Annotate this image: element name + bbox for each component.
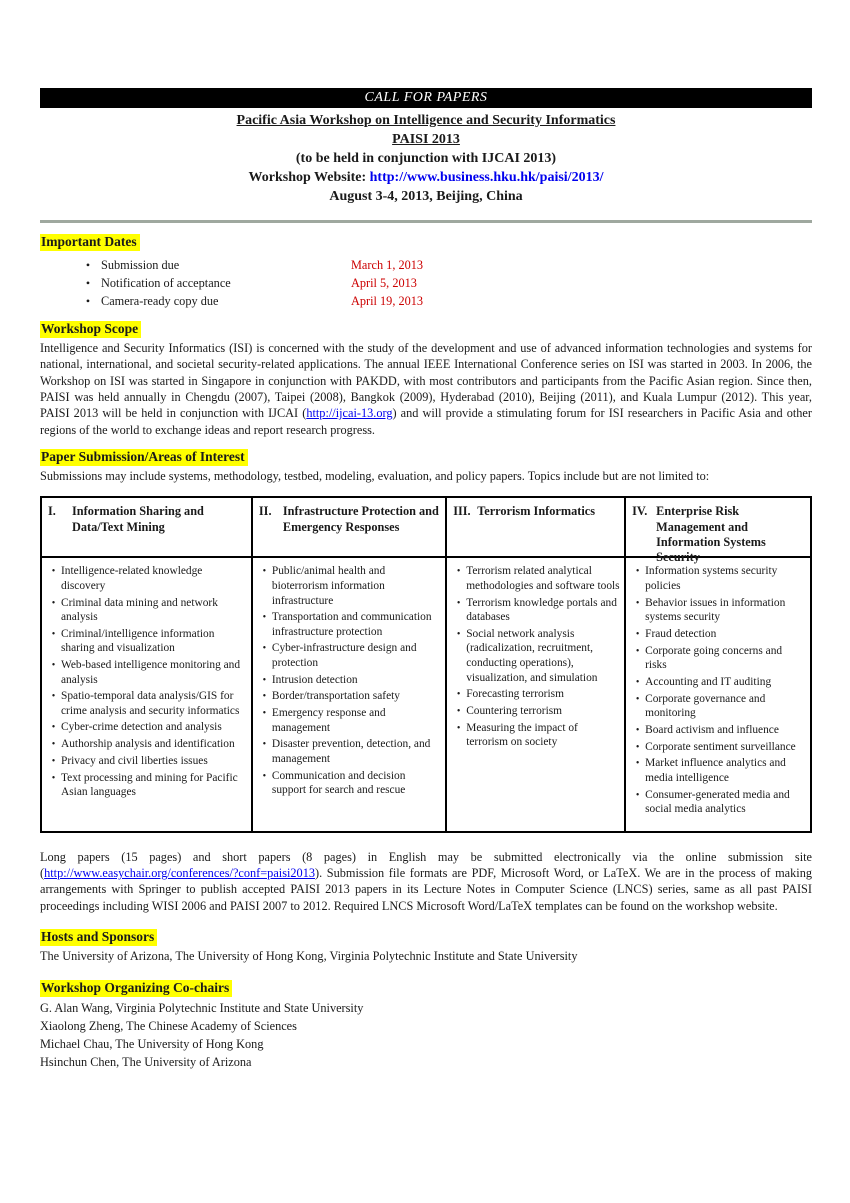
topic-text: Terrorism knowledge portals and databases xyxy=(466,596,617,624)
workshop-acronym: PAISI 2013 xyxy=(392,132,460,147)
topic-item xyxy=(46,627,247,656)
call-for-papers-banner xyxy=(40,88,812,108)
document-header xyxy=(40,111,812,206)
column-topic-list xyxy=(447,558,624,830)
topic-text: Text processing and mining for Pacific Asian languages xyxy=(61,771,238,799)
topic-text: Market influence analytics and media intelligence xyxy=(645,757,786,784)
workshop-scope-text xyxy=(40,340,812,438)
table-column-infrastructure-protection xyxy=(251,498,445,830)
topic-item xyxy=(451,704,620,719)
workshop-website-link[interactable]: http://www.business.hku.hk/paisi/2013/ xyxy=(369,170,604,185)
paper-submission-intro: Submissions may include systems, methodology, testbed, modeling, evaluation, and policy papers. Topics include but are not limited to: xyxy=(40,469,710,484)
bullet-icon xyxy=(46,627,61,656)
date-value: April 5, 2013 xyxy=(351,276,417,290)
hosts-heading: Hosts and Sponsors xyxy=(40,929,157,946)
topic-text: Information systems security policies xyxy=(645,565,778,592)
topic-item xyxy=(46,720,247,735)
workshop-scope-section xyxy=(40,320,812,438)
topic-text: Measuring the impact of terrorism on society xyxy=(466,721,578,749)
scope-text-after: ) and will provide a stimulating forum for ISI researchers in Pacific Asia and other regions of the world to exchange ideas and report research progress. xyxy=(40,406,812,437)
bullet-icon xyxy=(75,256,101,274)
topic-text: Cyber-infrastructure design and protection xyxy=(271,642,417,669)
topics-table xyxy=(40,496,812,832)
divider-rule xyxy=(40,220,812,223)
bullet-icon xyxy=(257,564,272,608)
column-topic-list xyxy=(253,558,445,830)
topic-text: Spatio-temporal data analysis/GIS for crime analysis and security informatics xyxy=(61,690,240,717)
bullet-icon xyxy=(451,627,466,685)
topic-text: Disaster prevention, detection, and management xyxy=(271,738,431,765)
cochairs-section xyxy=(40,979,812,1071)
topic-text: Corporate going concerns and risks xyxy=(645,644,783,672)
topic-text: Intrusion detection xyxy=(271,673,358,686)
column-topic-list xyxy=(626,558,810,830)
column-number: I. xyxy=(48,504,56,519)
bullet-icon xyxy=(46,658,61,687)
date-label: Submission due xyxy=(101,258,180,272)
bullet-icon xyxy=(630,740,645,755)
date-value: March 1, 2013 xyxy=(351,258,424,272)
column-header xyxy=(42,498,251,558)
topic-item xyxy=(46,754,247,769)
banner-text: CALL FOR PAPERS xyxy=(364,90,488,105)
topic-item xyxy=(451,687,620,702)
bullet-icon xyxy=(630,564,645,593)
date-value: April 19, 2013 xyxy=(351,294,424,308)
paper-submission-section xyxy=(40,448,812,484)
important-dates-list xyxy=(40,256,812,310)
bullet-icon xyxy=(257,673,272,688)
bullet-icon xyxy=(630,788,645,817)
bullet-icon xyxy=(630,756,645,785)
bullet-icon xyxy=(630,596,645,625)
date-row xyxy=(40,256,812,274)
date-row xyxy=(40,292,812,310)
bullet-icon xyxy=(75,274,101,292)
topic-item xyxy=(630,596,806,625)
topic-item xyxy=(630,644,806,673)
topic-item xyxy=(46,771,247,800)
topic-item xyxy=(630,756,806,785)
topic-text: Web-based intelligence monitoring and analysis xyxy=(61,658,241,686)
topic-text: Corporate sentiment surveillance xyxy=(645,740,796,753)
topic-text: Consumer-generated media and social media analytics xyxy=(645,788,790,816)
topic-text: Social network analysis (radicalization, recruitment, conducting operations), visualization, and simulation xyxy=(466,627,598,684)
bullet-icon xyxy=(451,564,466,593)
website-label: Workshop Website: xyxy=(248,170,370,185)
bullet-icon xyxy=(630,692,645,721)
easychair-link[interactable]: http://www.easychair.org/conferences/?conf=paisi2013 xyxy=(44,866,316,881)
topic-text: Accounting and IT auditing xyxy=(645,675,772,688)
table-column-information-sharing xyxy=(42,498,251,830)
bullet-icon xyxy=(257,641,272,670)
cochair-name: Hsinchun Chen, The University of Arizona xyxy=(40,1054,252,1069)
topic-text: Corporate governance and monitoring xyxy=(645,692,766,720)
topic-text: Behavior issues in information systems security xyxy=(645,596,786,624)
date-location: August 3-4, 2013, Beijing, China xyxy=(329,189,523,204)
topic-item xyxy=(46,737,247,752)
column-title: Infrastructure Protection and Emergency Responses xyxy=(282,504,439,534)
column-header xyxy=(626,498,810,565)
bullet-icon xyxy=(451,687,466,702)
topic-item xyxy=(451,627,620,685)
column-header xyxy=(253,498,445,558)
topic-item xyxy=(46,564,247,593)
scope-text-before: Intelligence and Security Informatics (ISI) is concerned with the study of the development and use of advanced information technologies and systems for national, international, and societal security-related applications. The annual IEEE International Conference series on ISI was started in 2003. In 2006, the Workshop on ISI was started in Singapore in conjunction with PAKDD, with most contributors and participants from the Pacific Asian region. Since then, PAISI was held annually in Chengdu (2007), Taipei (2008), Bangkok (2009), Hyderabad (2010), Beijing (2011), and Kuala Lumpur (2012). This year, PAISI 2013 will be held in conjunction with IJCAI ( xyxy=(40,341,812,421)
bullet-icon xyxy=(46,596,61,625)
conjunction-line: (to be held in conjunction with IJCAI 2013) xyxy=(295,151,557,166)
column-number: IV. xyxy=(632,504,648,519)
topic-item xyxy=(257,564,441,608)
column-header xyxy=(447,498,624,558)
topic-item xyxy=(451,564,620,593)
column-title: Terrorism Informatics xyxy=(477,504,596,519)
topic-item xyxy=(257,737,441,766)
topic-text: Terrorism related analytical methodologies and software tools xyxy=(466,565,620,592)
bullet-icon xyxy=(630,675,645,690)
bullet-icon xyxy=(46,564,61,593)
topic-text: Emergency response and management xyxy=(271,707,386,734)
bullet-icon xyxy=(257,706,272,735)
topic-item xyxy=(630,675,806,690)
topic-item xyxy=(630,788,806,817)
topic-item xyxy=(46,689,247,718)
topic-item xyxy=(630,723,806,738)
topic-text: Board activism and influence xyxy=(645,723,779,736)
submission-details-text xyxy=(40,849,812,914)
topic-text: Communication and decision support for search and rescue xyxy=(271,769,406,797)
website-line xyxy=(40,168,812,187)
topic-text: Border/transportation safety xyxy=(271,690,400,703)
bullet-icon xyxy=(451,704,466,719)
bullet-icon xyxy=(46,737,61,752)
topic-item xyxy=(630,627,806,642)
cochairs-list xyxy=(40,1000,812,1071)
topic-text: Countering terrorism xyxy=(466,704,563,717)
topic-item xyxy=(46,596,247,625)
topic-item xyxy=(257,689,441,704)
topic-text: Fraud detection xyxy=(645,627,717,640)
topic-text: Criminal/intelligence information sharing and visualization xyxy=(61,627,215,655)
date-label: Camera-ready copy due xyxy=(101,294,219,308)
bullet-icon xyxy=(46,689,61,718)
submission-text-after: ). Submission file formats are PDF, Microsoft Word, or LaTeX. We are in the process of making arrangements with Springer to publish accepted PAISI 2013 papers in its Lecture Notes in Computer Science (LNCS) series, same as all past PAISI proceedings including WISI 2006 and PAISI 2007 to 2012. Required LNCS Microsoft Word/LaTeX templates can be found on the workshop website. xyxy=(40,866,812,913)
topic-text: Criminal data mining and network analysis xyxy=(61,596,218,624)
topic-item xyxy=(257,641,441,670)
topic-item xyxy=(451,721,620,750)
bullet-icon xyxy=(257,769,272,798)
topic-item xyxy=(257,673,441,688)
submission-text-before: Long papers (15 pages) and short papers (8 pages) in English may be submitted electronically via the online submission site ( xyxy=(40,849,812,881)
bullet-icon xyxy=(257,689,272,704)
cochair-name: Xiaolong Zheng, The Chinese Academy of Sciences xyxy=(40,1019,297,1034)
column-number: II. xyxy=(258,504,272,519)
column-number: III. xyxy=(453,504,471,519)
topic-text: Forecasting terrorism xyxy=(466,688,564,701)
bullet-icon xyxy=(257,737,272,766)
topic-text: Authorship analysis and identification xyxy=(61,738,235,751)
cochair-name: Michael Chau, The University of Hong Kong xyxy=(40,1036,264,1051)
bullet-icon xyxy=(46,720,61,735)
date-row xyxy=(40,274,812,292)
bullet-icon xyxy=(451,721,466,750)
topic-item xyxy=(451,596,620,625)
column-title: Enterprise Risk Management and Information Systems Security xyxy=(656,504,766,565)
topic-text: Public/animal health and bioterrorism information infrastructure xyxy=(271,565,386,607)
table-column-enterprise-risk xyxy=(624,498,810,830)
topic-text: Intelligence-related knowledge discovery xyxy=(61,565,203,592)
bullet-icon xyxy=(630,644,645,673)
bullet-icon xyxy=(630,723,645,738)
bullet-icon xyxy=(451,596,466,625)
ijcai-link[interactable]: http://ijcai-13.org xyxy=(306,406,393,421)
topic-item xyxy=(257,610,441,639)
topic-item xyxy=(46,658,247,687)
bullet-icon xyxy=(630,627,645,642)
bullet-icon xyxy=(75,292,101,310)
hosts-text: The University of Arizona, The University of Hong Kong, Virginia Polytechnic Institute and State University xyxy=(40,949,578,964)
topic-item xyxy=(630,692,806,721)
hosts-section xyxy=(40,928,812,965)
cochairs-heading: Workshop Organizing Co-chairs xyxy=(40,980,232,997)
bullet-icon xyxy=(257,610,272,639)
workshop-scope-heading: Workshop Scope xyxy=(40,321,141,338)
topic-item xyxy=(630,564,806,593)
topic-text: Privacy and civil liberties issues xyxy=(61,754,208,767)
column-topic-list xyxy=(42,558,251,830)
workshop-title: Pacific Asia Workshop on Intelligence and Security Informatics xyxy=(236,113,616,128)
topic-item xyxy=(257,706,441,735)
important-dates-section xyxy=(40,233,812,310)
topic-item xyxy=(257,769,441,798)
topic-item xyxy=(630,740,806,755)
paper-submission-heading: Paper Submission/Areas of Interest xyxy=(40,449,248,466)
bullet-icon xyxy=(46,754,61,769)
topic-text: Cyber-crime detection and analysis xyxy=(61,721,222,734)
bullet-icon xyxy=(46,771,61,800)
cochair-name: G. Alan Wang, Virginia Polytechnic Institute and State University xyxy=(40,1001,364,1016)
important-dates-heading: Important Dates xyxy=(40,234,140,251)
date-label: Notification of acceptance xyxy=(101,276,231,290)
column-title: Information Sharing and Data/Text Mining xyxy=(72,504,204,534)
topic-text: Transportation and communication infrastructure protection xyxy=(271,611,432,638)
table-column-terrorism-informatics xyxy=(445,498,624,830)
